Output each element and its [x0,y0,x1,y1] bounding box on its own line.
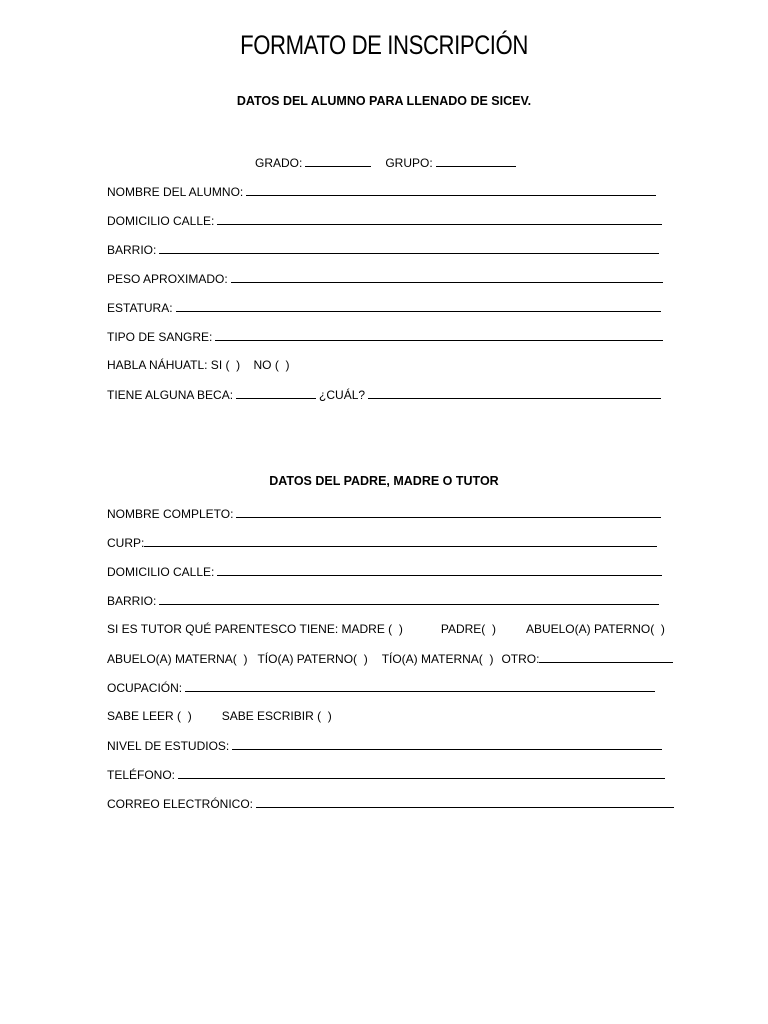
sabe-leer-option[interactable]: SABE LEER ( ) [107,709,192,723]
parentesco-madre-option[interactable]: SI ES TUTOR QUÉ PARENTESCO TIENE: MADRE ( ) [107,622,403,636]
cual-label: ¿CUÁL? [319,388,366,402]
nahuatl-row [107,357,289,373]
parentesco-abuelo-paterno-option[interactable]: ABUELO(A) PATERNO( ) [525,622,665,636]
lectoescritura-row [107,708,332,724]
sabe-escribir-option[interactable]: SABE ESCRIBIR ( ) [221,709,332,723]
sangre-label: TIPO DE SANGRE: [107,330,213,344]
form-title: FORMATO DE INSCRIPCIÓN [240,30,528,60]
telefono-label: TELÉFONO: [107,768,176,782]
beca-label: TIENE ALGUNA BECA: [107,388,234,402]
barrio-tutor-row [107,592,659,609]
ocupacion-field[interactable] [185,679,655,692]
parentesco-padre-option[interactable]: PADRE( ) [440,622,496,636]
nahuatl-label[interactable]: HABLA NÁHUATL: SI ( ) NO ( ) [107,358,290,372]
domicilio-tutor-field[interactable] [217,563,662,576]
barrio-tutor-label: BARRIO: [107,594,157,608]
beca-row [107,386,661,403]
peso-row [107,270,663,287]
beca-field[interactable] [236,386,316,399]
correo-label: CORREO ELECTRÓNICO: [107,797,254,811]
grado-grupo-row [255,154,516,171]
parentesco-tia-materna-option[interactable]: TÍO(A) MATERNA( ) [381,652,494,666]
barrio-alumno-row [107,241,659,258]
nombre-tutor-row [107,505,661,522]
otro-field[interactable] [539,650,673,663]
curp-row [107,534,657,551]
nombre-alumno-row [107,183,656,200]
grado-label: GRADO: [255,156,303,170]
parentesco-abuela-materna-option[interactable]: ABUELO(A) MATERNA( ) [107,652,248,666]
parentesco-tio-paterno-option[interactable]: TÍO(A) PATERNO( ) [257,652,368,666]
sangre-row [107,328,663,345]
ocupacion-row [107,679,655,696]
estatura-label: ESTATURA: [107,301,173,315]
nivel-estudios-label: NIVEL DE ESTUDIOS: [107,739,230,753]
correo-field[interactable] [256,795,674,808]
barrio-tutor-field[interactable] [159,592,659,605]
grupo-label: GRUPO: [385,156,433,170]
tutor-section-heading: DATOS DEL PADRE, MADRE O TUTOR [269,474,499,488]
otro-label: OTRO: [501,652,540,666]
grupo-field[interactable] [436,154,516,167]
student-section-heading: DATOS DEL ALUMNO PARA LLENADO DE SICEV. [236,94,532,108]
peso-label: PESO APROXIMADO: [107,272,228,286]
nivel-estudios-row [107,737,662,754]
grado-field[interactable] [305,154,371,167]
barrio-alumno-label: BARRIO: [107,243,157,257]
telefono-row [107,766,665,783]
cual-field[interactable] [368,386,661,399]
domicilio-tutor-label: DOMICILIO CALLE: [107,565,215,579]
nivel-estudios-field[interactable] [232,737,662,750]
parentesco-row-2 [107,650,673,667]
correo-row [107,795,674,812]
estatura-row [107,299,661,316]
parentesco-row [107,621,665,637]
curp-field[interactable] [144,534,657,547]
domicilio-alumno-label: DOMICILIO CALLE: [107,214,215,228]
telefono-field[interactable] [178,766,665,779]
barrio-alumno-field[interactable] [159,241,659,254]
domicilio-alumno-field[interactable] [217,212,662,225]
domicilio-alumno-row [107,212,662,229]
nombre-alumno-label: NOMBRE DEL ALUMNO: [107,185,244,199]
curp-label: CURP: [107,536,145,550]
estatura-field[interactable] [176,299,661,312]
sangre-field[interactable] [215,328,663,341]
nombre-tutor-field[interactable] [236,505,661,518]
nombre-alumno-field[interactable] [246,183,656,196]
ocupacion-label: OCUPACIÓN: [107,681,183,695]
nombre-tutor-label: NOMBRE COMPLETO: [107,507,234,521]
peso-field[interactable] [231,270,663,283]
domicilio-tutor-row [107,563,662,580]
